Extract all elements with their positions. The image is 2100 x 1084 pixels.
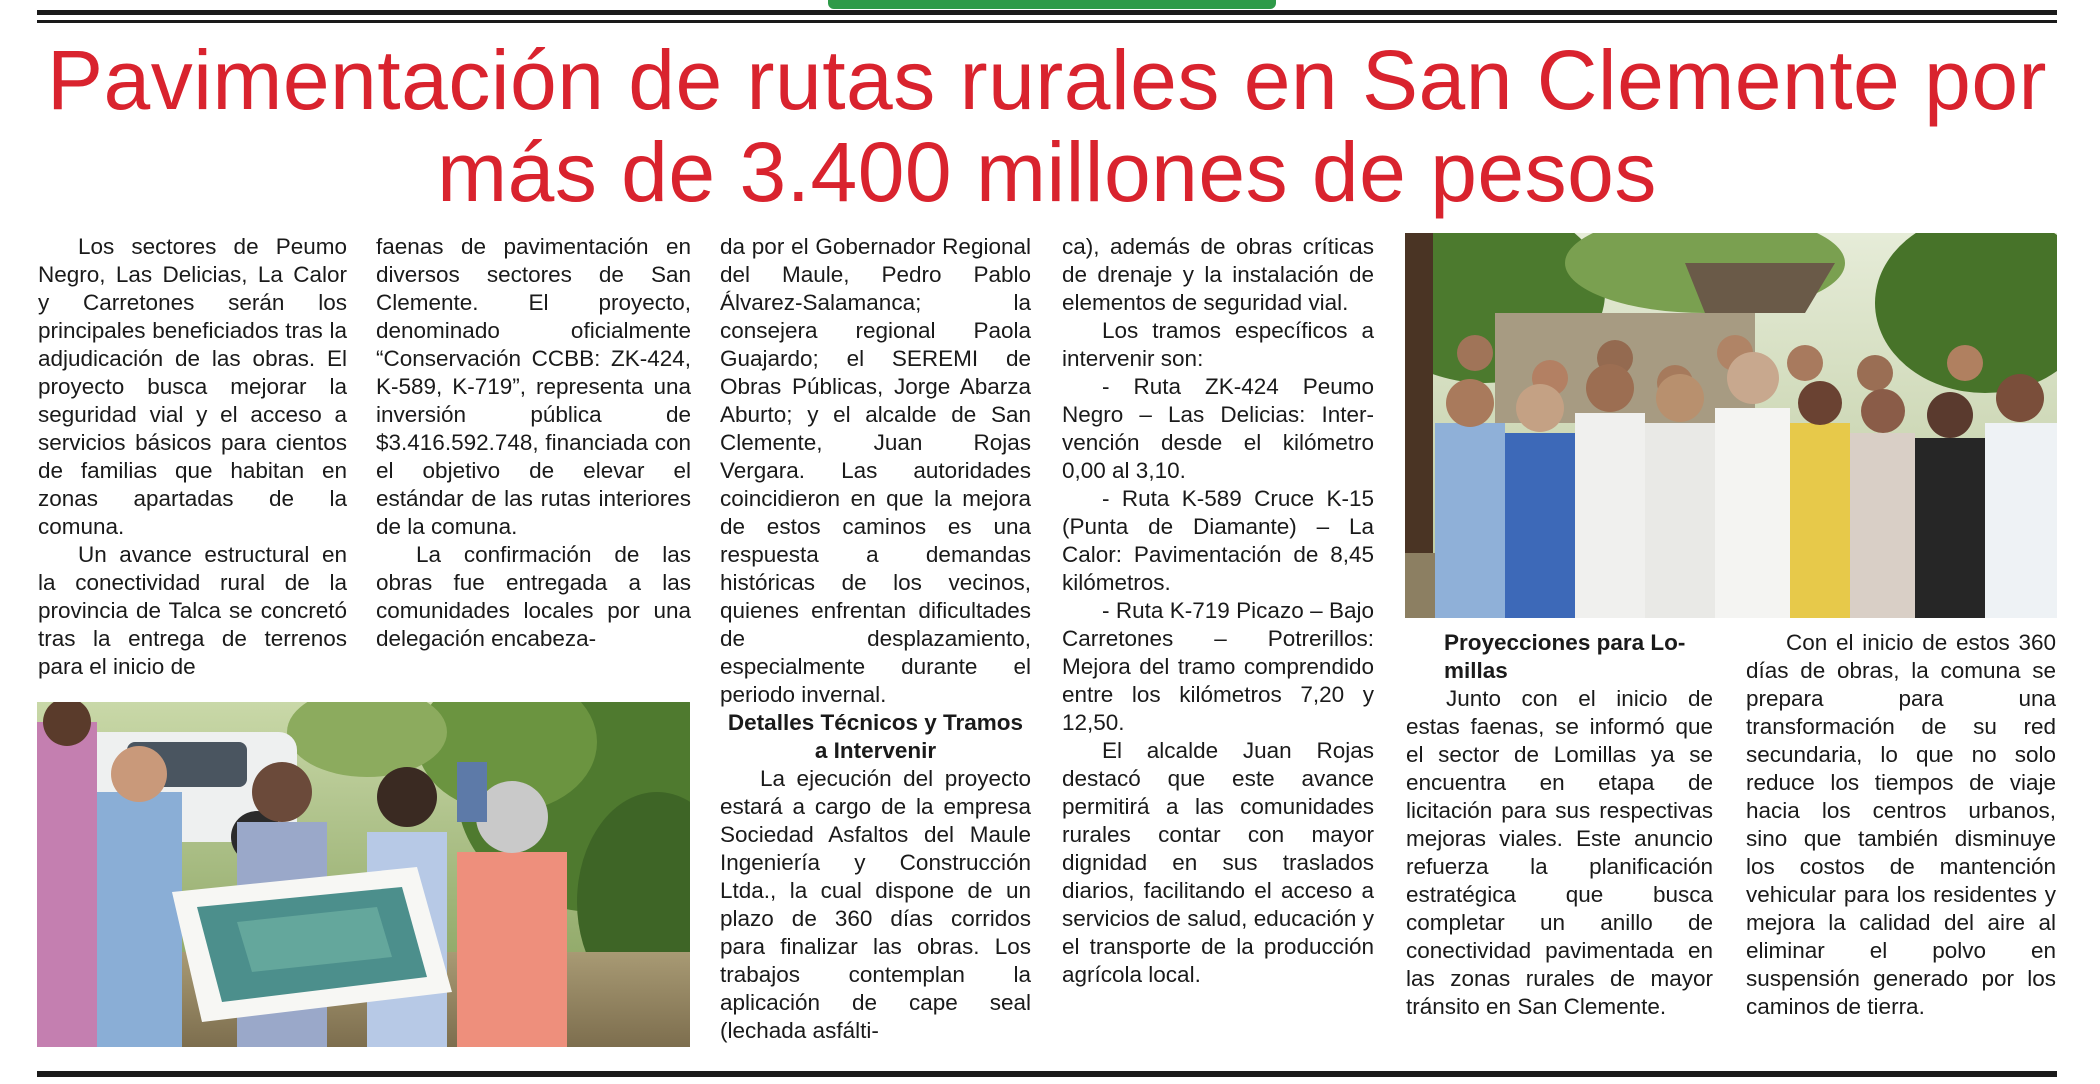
paragraph: Un avance estructural en la conectividad rural de la provincia de Talca se concretó tras la entrega de terrenos para el inicio de — [38, 542, 347, 679]
paragraph: Junto con el inicio de estas faenas, se informó que el sector de Lomillas ya se encuentra en etapa de licitación para sus respectivas mejoras viales. Este anuncio refuerza la planificación estratégica que busca completar un anillo de conectividad pavimentada en las zonas rurales de mayor tránsito en San Clemente. — [1406, 686, 1713, 1019]
article-column-5 — [1406, 629, 1713, 1021]
paragraph: El alcalde Juan Rojas destacó que este avance permitirá a las comunidades rurales contar con mayor dignidad en sus traslados diarios, facilitando el acceso a servicios de salud, educación y el transporte de la producción agrícola local. — [1062, 738, 1374, 987]
paragraph: Con el inicio de estos 360 días de obras, la comuna se prepara para una transformación de su red secundaria, lo que no solo reduce los tiempos de viaje hacia los centros urbanos, sino que también disminuye los costos de mantención vehicular para los residentes y mejora la calidad del aire al eliminar el polvo en suspensión generado por los caminos de tierra. — [1746, 630, 2056, 1019]
paragraph: ca), además de obras críticas de drenaje y la instalación de elementos de seguridad vial. — [1062, 234, 1374, 315]
photo-officials-with-map — [37, 702, 690, 1047]
bottom-rule — [37, 1071, 2057, 1077]
list-item: - Ruta ZK-424 Peumo Negro – Las Delicias: Intervención desde el kilómetro 0,00 al 3,10. — [1062, 374, 1374, 483]
subheading: Proyecciones para Lomillas — [1444, 630, 1686, 683]
photo-image — [1405, 233, 2057, 618]
paragraph: La confirmación de las obras fue entregada a las comunidades locales por una delegación encabeza- — [376, 542, 691, 651]
article-column-6 — [1746, 629, 2056, 1021]
subheading: Detalles Técnicos y Tramos a Intervenir — [727, 710, 1024, 763]
article-column-3 — [720, 233, 1031, 1045]
article-column-2 — [376, 233, 691, 653]
photo-group-of-residents — [1405, 233, 2057, 618]
top-rule-thin — [37, 20, 2057, 23]
top-rule — [37, 10, 2057, 15]
paragraph: Los tramos específicos a intervenir son: — [1062, 318, 1374, 371]
paragraph: Los sectores de Peumo Negro, Las Delicias, La Calor y Carretones serán los principales beneficiados tras la adjudicación de las obras. El proyecto busca mejorar la seguridad vial y el acceso a servicios básicos para cientos de familias que habitan en zonas apartadas de la comuna. — [38, 234, 347, 539]
article-column-4 — [1062, 233, 1374, 989]
photo-image — [37, 702, 690, 1047]
paragraph: La ejecución del proyecto estará a cargo de la empresa Sociedad Asfaltos del Maule Ingeniería y Construcción Ltda., la cual dispone de un plazo de 360 días corridos para finalizar las obras. Los trabajos contemplan la aplicación de cape seal (lechada asfálti- — [720, 766, 1031, 1043]
headline: Pavimentación de rutas rurales en San Clemente por más de 3.400 millones de pesos — [46, 33, 2048, 219]
paragraph: da por el Gobernador Regional del Maule, Pedro Pablo Álvarez-Salamanca; la consejera regional Paola Guajardo; el SEREMI de Obras Públicas, Jorge Abarza Aburto; y el alcalde de San Clemente, Juan Rojas Vergara. Las autoridades coincidieron en que la mejora de estos caminos es una respuesta a demandas históricas de los vecinos, quienes enfrentan dificultades de desplazamiento, especialmente durante el periodo invernal. — [720, 234, 1031, 707]
section-tab — [828, 0, 1276, 9]
list-item: - Ruta K-589 Cruce K-15 (Punta de Diamante) – La Calor: Pavimentación de 8,45 kilómetros. — [1062, 486, 1374, 595]
article-column-1 — [38, 233, 347, 681]
list-item: - Ruta K-719 Picazo – Bajo Carretones – Potrerillos: Mejora del tramo comprendido entre los kilómetros 7,20 y 12,50. — [1062, 598, 1374, 735]
paragraph: faenas de pavimentación en diversos sectores de San Clemente. El proyecto, denominado oficialmente “Conservación CCBB: ZK-424, K-589, K-719”, representa una inversión pública de $3.416.592.748, financiada con el objetivo de elevar el estándar de las rutas interiores de la comuna. — [376, 234, 691, 539]
